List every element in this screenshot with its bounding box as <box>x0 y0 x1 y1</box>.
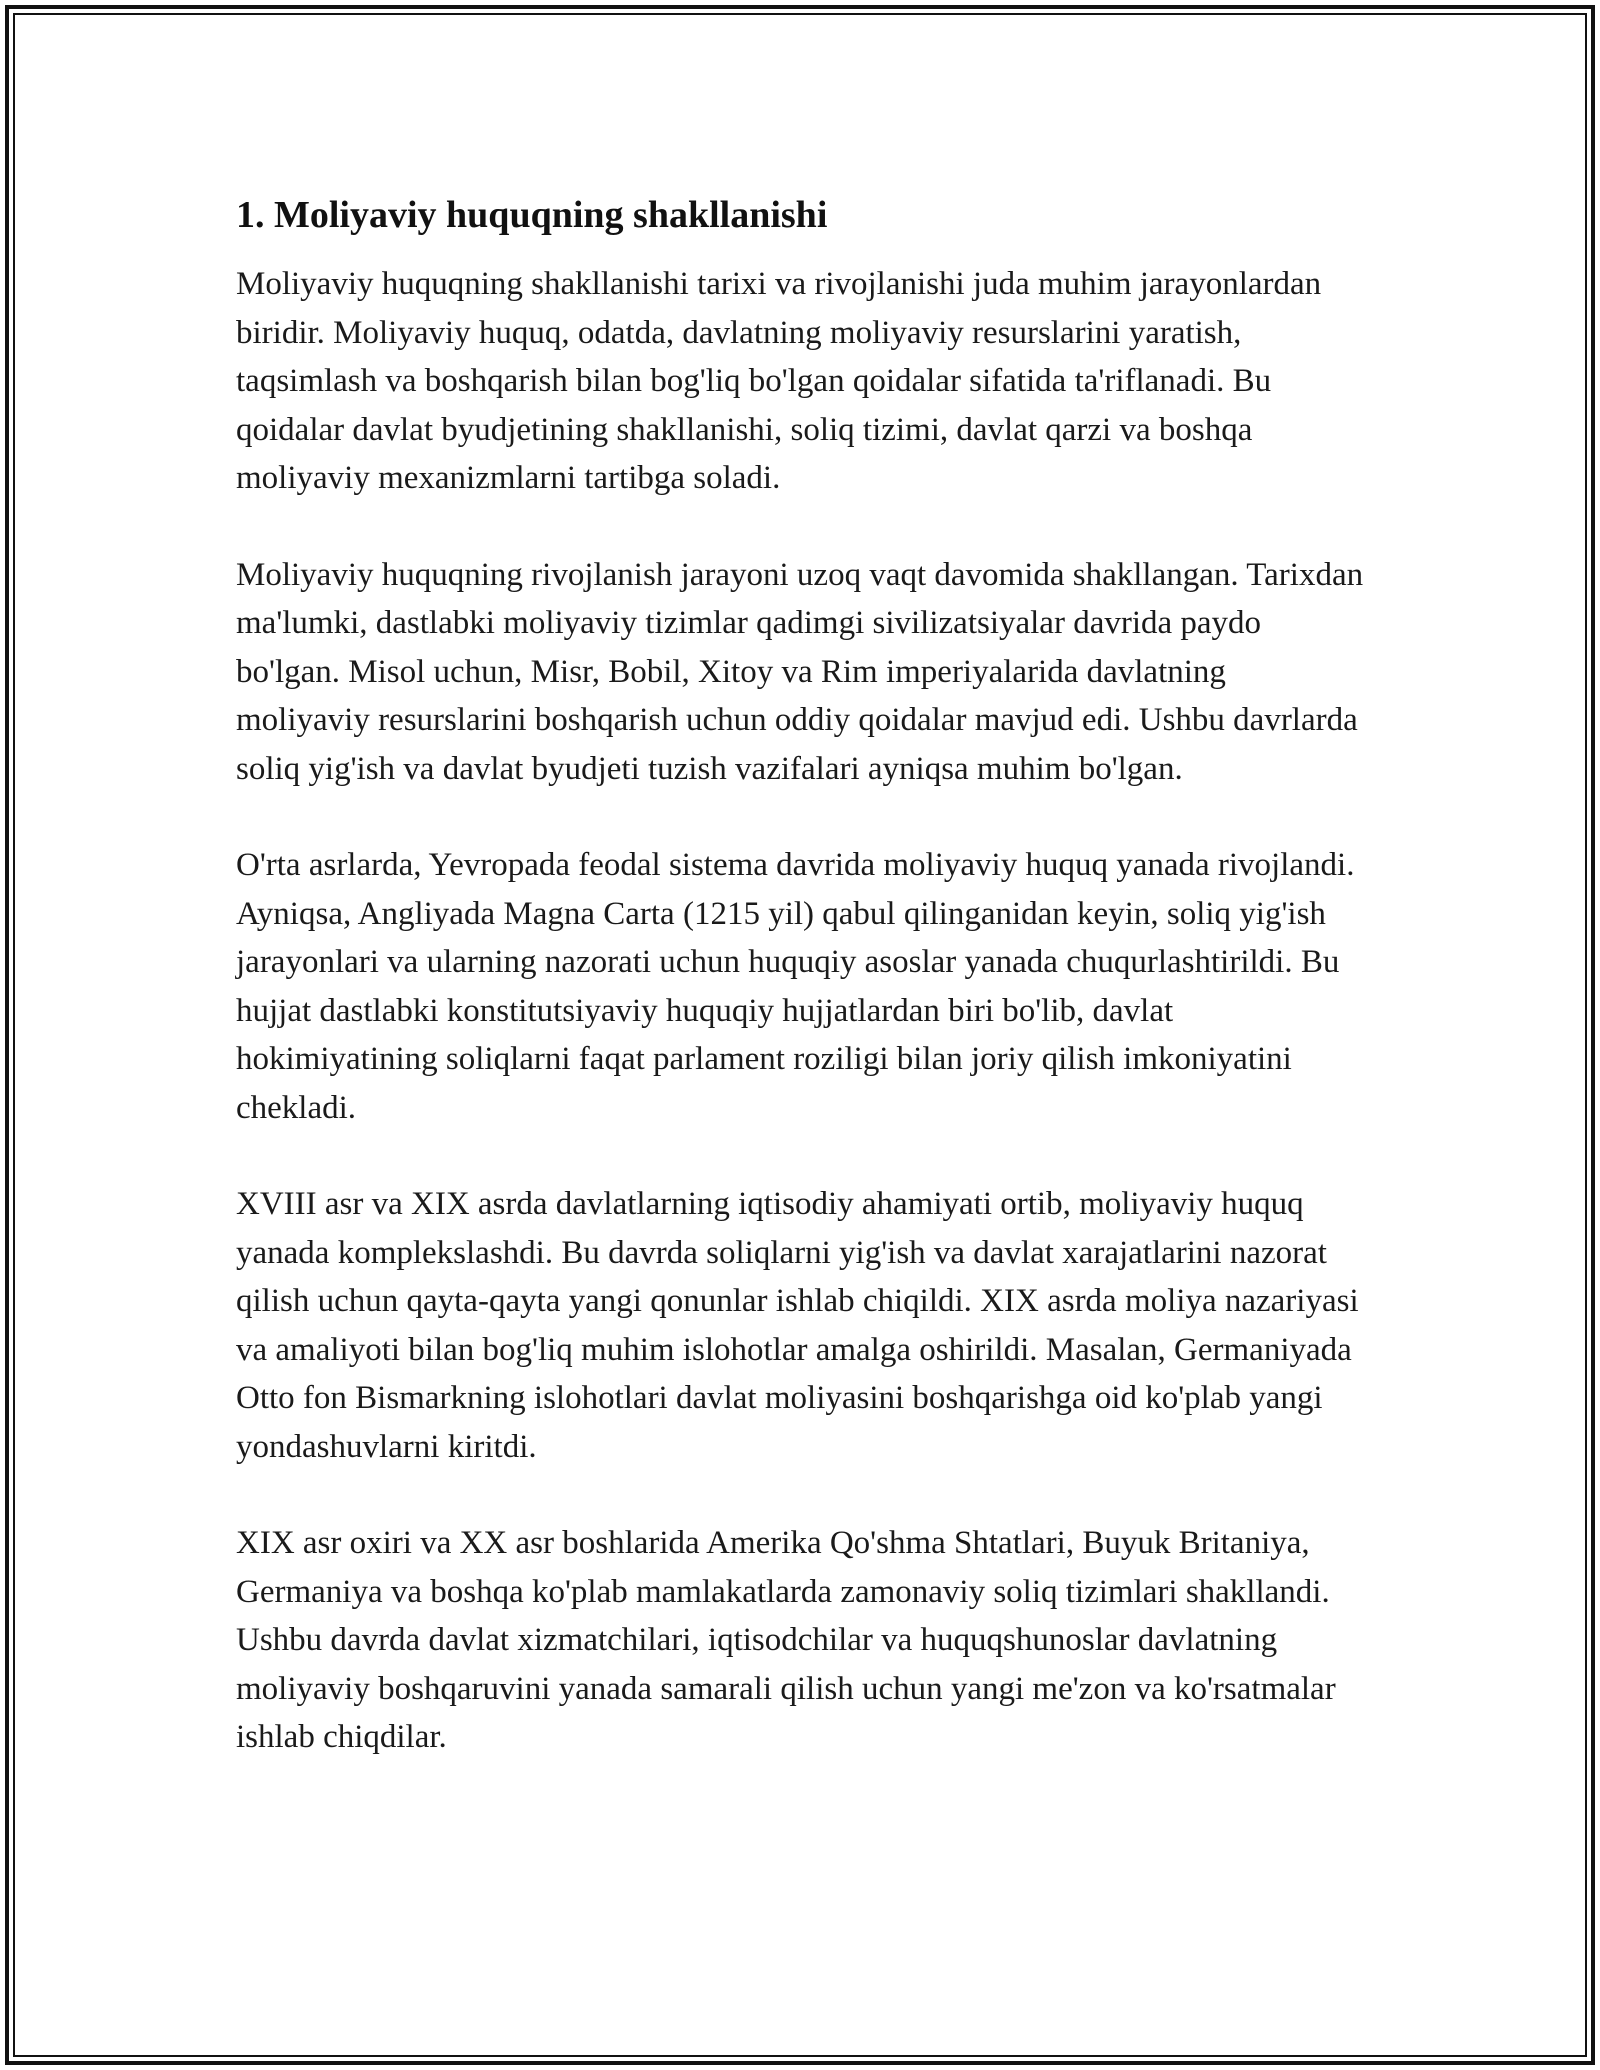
paragraph-3: O'rta asrlarda, Yevropada feodal sistema davrida moliyaviy huquq yanada rivojlandi. Ayniqsa, Angliyada Magna Carta (1215 yil) qabul qilinganidan keyin, soliq yig'ish jarayonlari va ularning nazorati uchun huquqiy asoslar yanada chuqurlashtirildi. Bu hujjat dastlabki konstitutsiyaviy huquqiy hujjatlardan biri bo'lib, davlat hokimiyatining soliqlarni faqat parlament roziligi bilan joriy qilish imkoniyatini chekladi. <box>236 847 1355 1126</box>
paragraph-2: Moliyaviy huquqning rivojlanish jarayoni uzoq vaqt davomida shakllangan. Tarixdan ma'lumki, dastlabki moliyaviy tizimlar qadimgi sivilizatsiyalar davrida paydo bo'lgan. Misol uchun, Misr, Bobil, Xitoy va Rim imperiyalarida davlatning moliyaviy resurslarini boshqarish uchun oddiy qoidalar mavjud edi. Ushbu davrlarda soliq yig'ish va davlat byudjeti tuzish vazifalari ayniqsa muhim bo'lgan. <box>236 556 1364 787</box>
section-heading: 1. Moliyaviy huquqning shakllanishi <box>236 194 828 236</box>
paragraph-5: XIX asr oxiri va XX asr boshlarida Amerika Qo'shma Shtatlari, Buyuk Britaniya, Germaniya va boshqa ko'plab mamlakatlarda zamonaviy soliq tizimlari shakllandi. Ushbu davrda davlat xizmatchilari, iqtisodchilar va huquqshunoslar davlatning moliyaviy boshqaruvini yanada samarali qilish uchun yangi me'zon va ko'rsatmalar ishlab chiqdilar. <box>236 1525 1336 1755</box>
paragraph-4: XVIII asr va XIX asrda davlatlarning iqtisodiy ahamiyati ortib, moliyaviy huquq yanada komplekslashdi. Bu davrda soliqlarni yig'ish va davlat xarajatlarini nazorat qilish uchun qayta-qayta yangi qonunlar ishlab chiqildi. XIX asrda moliya nazariyasi va amaliyoti bilan bog'liq muhim islohotlar amalga oshirildi. Masalan, Germaniyada Otto fon Bismarkning islohotlari davlat moliyasini boshqarishga oid ko'plab yangi yondashuvlarni kiritdi. <box>236 1186 1359 1465</box>
document-body <box>236 188 1366 1810</box>
paragraph-1: Moliyaviy huquqning shakllanishi tarixi va rivojlanishi juda muhim jarayonlardan biridir. Moliyaviy huquq, odatda, davlatning moliyaviy resurslarini yaratish, taqsimlash va boshqarish bilan bog'liq bo'lgan qoidalar sifatida ta'riflanadi. Bu qoidalar davlat byudjetining shakllanishi, soliq tizimi, davlat qarzi va boshqa moliyaviy mexanizmlarni tartibga soladi. <box>236 266 1322 496</box>
